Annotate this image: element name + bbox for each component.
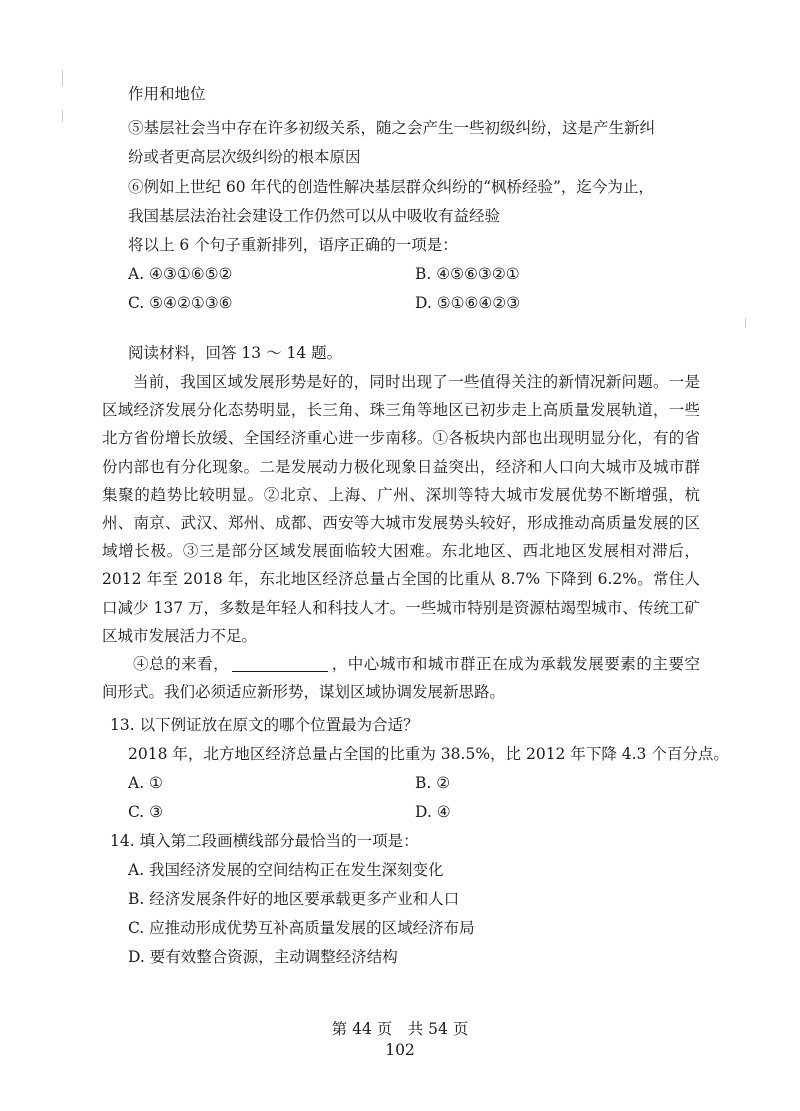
q13-option-a[interactable]: A. ① [128, 774, 163, 792]
q12-option-c[interactable]: C. ⑤④②①③⑥ [128, 294, 233, 312]
scan-mark [62, 70, 63, 86]
q13-option-d[interactable]: D. ④ [415, 803, 451, 821]
q12-sentence-5-cont: 纷或者更高层次级纠纷的根本原因 [128, 148, 361, 166]
reading-paragraph-2 [102, 650, 700, 706]
q14-option-b[interactable]: B. 经济发展条件好的地区要承载更多产业和人口 [128, 890, 460, 908]
scan-mark [745, 318, 746, 328]
reading-intro: 阅读材料，回答 13 ～ 14 题。 [128, 344, 343, 362]
q13-option-b[interactable]: B. ② [415, 774, 451, 792]
fill-in-blank [232, 655, 328, 672]
q12-prompt: 将以上 6 个句子重新排列，语序正确的一项是： [128, 236, 458, 254]
q14-option-d[interactable]: D. 要有效整合资源，主动调整经济结构 [128, 948, 398, 966]
reading-passage [102, 368, 700, 706]
q12-sentence-line: 作用和地位 [128, 85, 206, 103]
reading-paragraph-1: 当前，我国区域发展形势是好的，同时出现了一些值得关注的新情况新问题。一是区域经济发展分化态势明显，长三角、珠三角等地区已初步走上高质量发展轨道，一些北方省份增长放缓、全国经济重心进一步南移。①各板块内部也出现明显分化，有的省份内部也有分化现象。二是发展动力极化现象日益突出，经济和人口向大城市及城市群集聚的趋势比较明显。②北京、上海、广州、深圳等特大城市发展优势不断增强，杭州、南京、武汉、郑州、成都、西安等大城市发展势头较好，形成推动高质量发展的区域增长极。③三是部分区域发展面临较大困难。东北地区、西北地区发展相对滞后，2012 年至 2018 年，东北地区经济总量占全国的比重从 8.7% 下降到 6.2%。常住人口减少 137 万，多数是年轻人和科技人才。一些城市特别是资源枯竭型城市、传统工矿区城市发展活力不足。 [102, 373, 700, 645]
paragraph-2-end: ，中心城市和城市群正在成为承载发展要素的主要空间形式。我们必须适应新形势，谋划区域协调发展新思路。 [102, 655, 700, 702]
page-number: 102 [385, 1041, 415, 1059]
q12-sentence-5: ⑤基层社会当中存在许多初级关系，随之会产生一些初级纠纷，这是产生新纠 [128, 119, 656, 137]
q12-sentence-6: ⑥例如上世纪 60 年代的创造性解决基层群众纠纷的“枫桥经验”，迄今为止， [128, 178, 654, 196]
q13-stem: 13. 以下例证放在原文的哪个位置最为合适？ [110, 716, 419, 734]
q14-option-a[interactable]: A. 我国经济发展的空间结构正在发生深刻变化 [128, 861, 444, 879]
scan-mark [62, 110, 63, 122]
q13-example: 2018 年，北方地区经济总量占全国的比重为 38.5%，比 2012 年下降 4.3 个百分点。 [128, 745, 729, 763]
page-of-total: 第 44 页 共 54 页 [331, 1020, 469, 1038]
q14-option-c[interactable]: C. 应推动形成优势互补高质量发展的区域经济布局 [128, 919, 475, 937]
q13-option-c[interactable]: C. ③ [128, 803, 164, 821]
q12-sentence-6-cont: 我国基层法治社会建设工作仍然可以从中吸收有益经验 [128, 207, 501, 225]
q12-option-a[interactable]: A. ④③①⑥⑤② [128, 265, 233, 283]
q14-stem: 14. 填入第二段画横线部分最恰当的一项是： [110, 832, 419, 850]
q12-option-b[interactable]: B. ④⑤⑥③②① [415, 265, 520, 283]
paragraph-2-start: ④总的来看， [133, 655, 230, 674]
q12-option-d[interactable]: D. ⑤①⑥④②③ [415, 294, 521, 312]
